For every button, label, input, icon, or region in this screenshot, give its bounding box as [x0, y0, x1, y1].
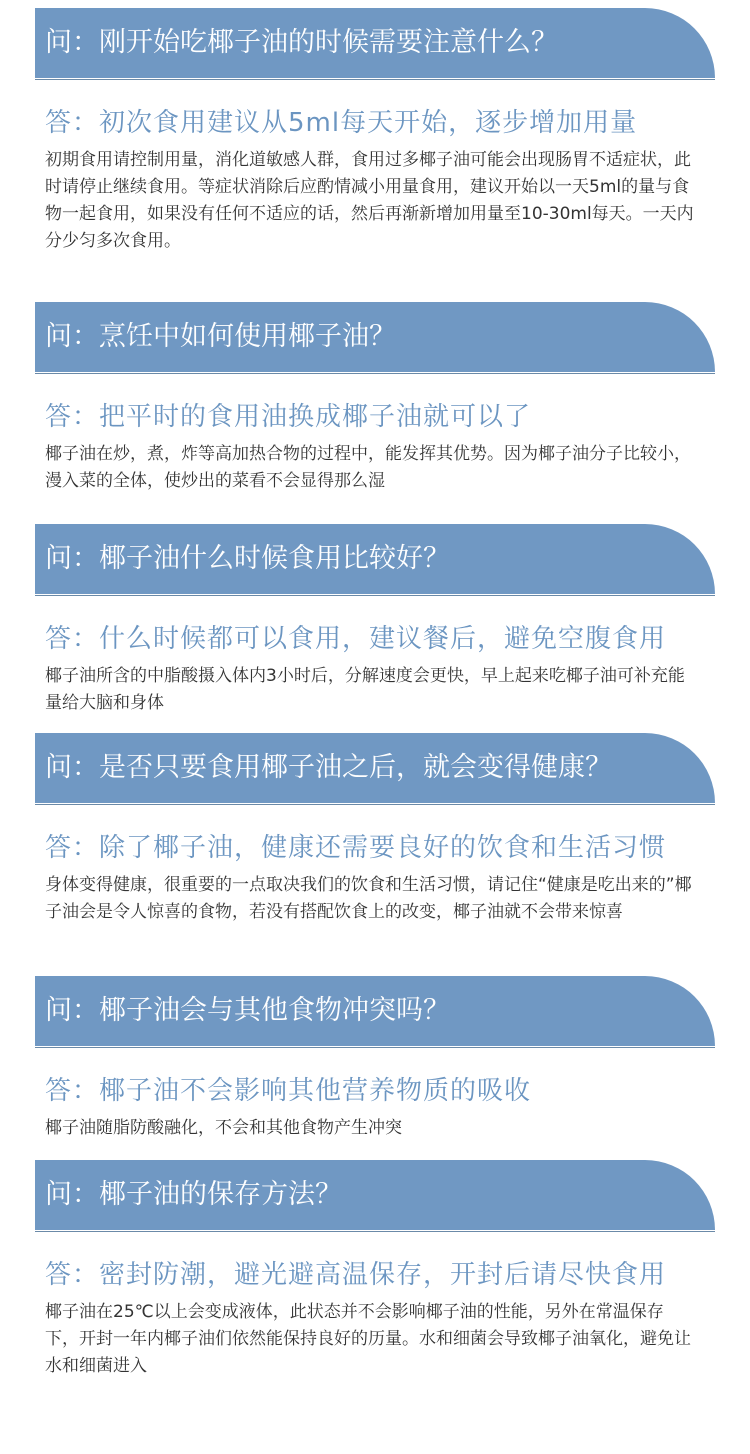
divider — [35, 804, 715, 805]
answer-heading: 答：椰子油不会影响其他营养物质的吸收 — [45, 1076, 532, 1106]
answer-body: 椰子油随脂防酸融化，不会和其他食物产生冲突 — [45, 1118, 402, 1138]
answer-body: 身体变得健康，很重要的一点取决我们的饮食和生活习惯，请记住“健康是吃出来的”椰子油会是令人惊喜的食物，若没有搭配饮食上的改变，椰子油就不会带来惊喜 — [45, 875, 692, 922]
faq-item — [35, 976, 715, 1142]
question-banner: 问：椰子油会与其他食物冲突吗？ — [35, 976, 715, 1046]
answer-heading: 答：除了椰子油，健康还需要良好的饮食和生活习惯 — [45, 833, 667, 863]
question-banner: 问：椰子油什么时候食用比较好？ — [35, 524, 715, 594]
answer-heading: 答：密封防潮，避光避高温保存，开封后请尽快食用 — [45, 1260, 667, 1290]
faq-item — [35, 302, 715, 495]
answer-heading: 答：初次食用建议从5ml每天开始，逐步增加用量 — [45, 108, 638, 138]
divider — [35, 595, 715, 596]
divider — [35, 373, 715, 374]
question-banner: 问：烹饪中如何使用椰子油？ — [35, 302, 715, 372]
answer-body: 椰子油在炒，煮，炸等高加热合物的过程中，能发挥其优势。因为椰子油分子比较小，漫入菜的全体，使炒出的菜看不会显得那么湿 — [45, 444, 691, 491]
faq-item — [35, 8, 715, 255]
answer-heading: 答：把平时的食用油换成椰子油就可以了 — [45, 402, 532, 432]
question-banner: 问：椰子油的保存方法？ — [35, 1160, 715, 1230]
faq-item — [35, 733, 715, 926]
faq-item — [35, 1160, 715, 1380]
question-banner: 问：刚开始吃椰子油的时候需要注意什么？ — [35, 8, 715, 78]
divider — [35, 1047, 715, 1048]
divider — [35, 79, 715, 80]
answer-body: 初期食用请控制用量，消化道敏感人群，食用过多椰子油可能会出现肠胃不适症状，此时请停止继续食用。等症状消除后应酌情减小用量食用，建议开始以一天5ml的量与食物一起食用，如果没有任何不适应的话，然后再渐新增加用量至10-30ml每天。一天内分少匀多次食用。 — [45, 150, 694, 251]
divider — [35, 1231, 715, 1232]
question-banner: 问：是否只要食用椰子油之后，就会变得健康？ — [35, 733, 715, 803]
answer-heading: 答：什么时候都可以食用，建议餐后，避免空腹食用 — [45, 624, 667, 654]
faq-item — [35, 524, 715, 717]
answer-body: 椰子油在25℃以上会变成液体，此状态并不会影响椰子油的性能，另外在常温保存下，开封一年内椰子油们依然能保持良好的历量。水和细菌会导致椰子油氧化，避免让水和细菌进入 — [45, 1302, 691, 1376]
answer-body: 椰子油所含的中脂酸摄入体内3小时后，分解速度会更快，早上起来吃椰子油可补充能量给大脑和身体 — [45, 666, 685, 713]
